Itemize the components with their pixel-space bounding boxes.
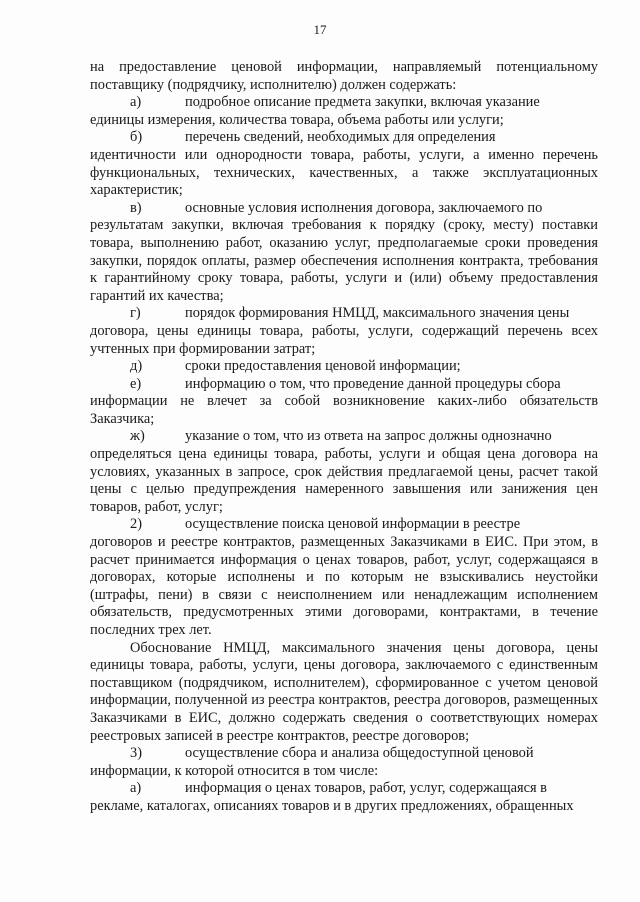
- list-item: [90, 94, 598, 129]
- list-item-first-line: основные условия исполнения договора, заключаемого по: [185, 199, 543, 216]
- list-item-first-line: порядок формирования НМЦД, максимального значения цены: [185, 305, 570, 322]
- list-item-continuation: определяться цена единицы товара, работы, услуги и общая цена договора на условиях, указанных в запросе, срок действия предлагаемой цены, расчет такой цены с целью предупреждения намеренного завышения или занижения цен товаров, работ, услуг;: [90, 446, 598, 515]
- list-item-first-line: осуществление сбора и анализа общедоступной ценовой: [185, 745, 534, 762]
- list-marker: а): [130, 94, 142, 111]
- list-item-continuation: информации, к которой относится в том числе:: [90, 762, 379, 779]
- list-item: [90, 780, 598, 815]
- list-marker: 3): [130, 745, 142, 762]
- list-item-first-line: указание о том, что из ответа на запрос должны однозначно: [185, 428, 552, 445]
- list-item: [90, 129, 598, 199]
- list-item-continuation: договора, цены единицы товара, работы, услуги, содержащий перечень всех учтенных при формировании затрат;: [90, 322, 598, 357]
- list-marker: е): [130, 375, 142, 392]
- list-item-continuation: результатам закупки, включая требования к порядку (сроку, месту) поставки товара, выполнению работ, оказанию услуг, предполагаемые сроки проведения закупки, порядок оплаты, размер обеспечения исполнения контракта, требования к гарантийному сроку товара, работы, услуги и (или) объему предоставления гарантий их качества;: [90, 217, 598, 304]
- list-marker: в): [130, 199, 142, 216]
- list-item: [90, 305, 598, 358]
- list-marker: г): [130, 305, 141, 322]
- list-item-continuation: информации не влечет за собой возникновение каких-либо обязательств Заказчика;: [90, 393, 598, 427]
- list-item: [90, 358, 598, 376]
- list-item: [90, 200, 598, 306]
- page-number: 17: [313, 22, 327, 37]
- list-marker: б): [130, 129, 143, 146]
- list-item: [90, 376, 598, 429]
- list-item-first-line: информацию о том, что проведение данной процедуры сбора: [185, 375, 561, 392]
- list-marker: а): [130, 780, 142, 797]
- list-item-continuation: идентичности или однородности товара, работы, услуги, а именно перечень функциональных, технических, качественных, а также эксплуатационных характеристик;: [90, 146, 598, 199]
- list-marker: 2): [130, 516, 142, 533]
- list-marker: д): [130, 358, 143, 375]
- paragraph: Обоснование НМЦД, максимального значения цены договора, цены единицы товара, работы, услуги, цены договора, заключаемого с единственным поставщиком (подрядчиком, исполнителем), сформированное с учетом ценовой информации, полученной из реестра контрактов, реестра договоров, размещенных Заказчиками в ЕИС, должно содержать сведения о соответствующих номерах реестровых записей в реестре контрактов, реестре договоров;: [90, 639, 599, 744]
- list-item-first-line: информация о ценах товаров, работ, услуг, содержащаяся в: [185, 780, 547, 797]
- list-marker: ж): [130, 428, 145, 445]
- list-item-first-line: сроки предоставления ценовой информации;: [185, 358, 461, 375]
- list-item-first-line: перечень сведений, необходимых для определения: [185, 129, 496, 146]
- list-item-continuation: единицы измерения, количества товара, объема работы или услуги;: [90, 111, 504, 128]
- paragraph: на предоставление ценовой информации, направляемый потенциальному поставщику (подрядчику, исполнителю) должен содержать:: [90, 59, 598, 93]
- list-item-continuation: рекламе, каталогах, описаниях товаров и в других предложениях, обращенных: [90, 797, 574, 814]
- list-item-first-line: осуществление поиска ценовой информации в реестре: [185, 516, 521, 533]
- list-item-first-line: подробное описание предмета закупки, включая указание: [185, 94, 540, 111]
- document-body: [90, 59, 598, 816]
- list-item: [90, 745, 598, 780]
- list-item: [90, 516, 598, 639]
- list-item: [90, 428, 598, 516]
- list-item-continuation: договоров и реестре контрактов, размещенных Заказчиками в ЕИС. При этом, в расчет принимается информация о ценах товаров, работ, услуг, содержащаяся в договорах, которые исполнены и по которым не взыскивались неустойки (штрафы, пени) в связи с неисполнением или ненадлежащим исполнением обязательств, предусмотренных этими договорами, контрактами, в течение последних трех лет.: [90, 534, 598, 638]
